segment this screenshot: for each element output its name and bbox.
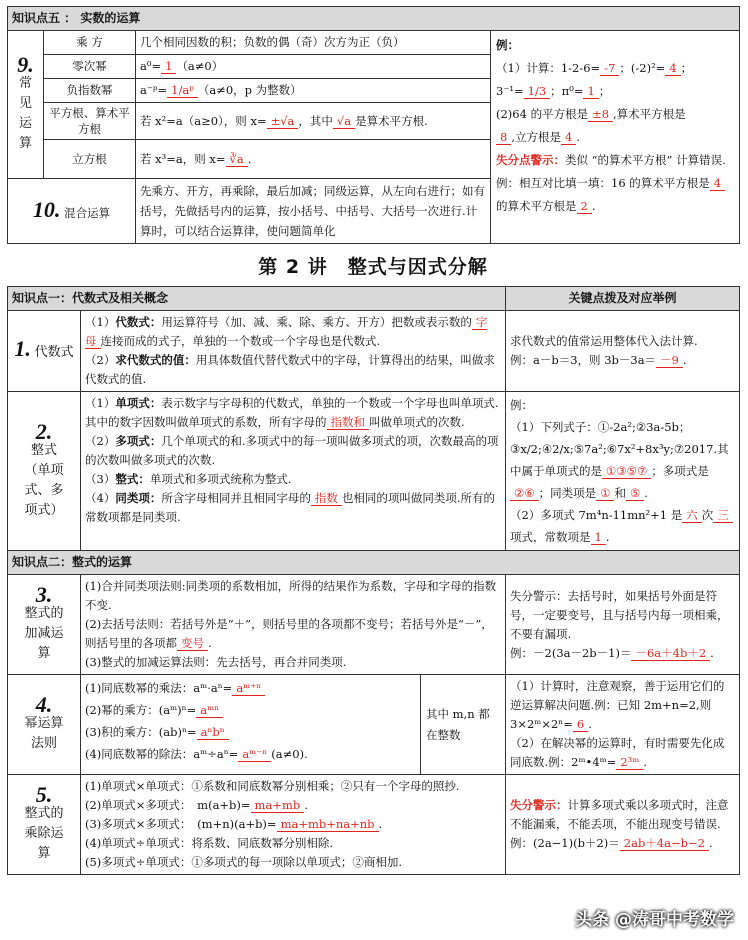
r1-item-1 bbox=[85, 313, 501, 351]
answer: ②⑥ bbox=[510, 486, 539, 501]
r3-item-2 bbox=[85, 615, 501, 653]
r4-item-1 bbox=[85, 677, 416, 699]
answer: 字母 bbox=[85, 315, 488, 348]
text: 计算多项式乘以多项式时，注意不能漏乘，不能丢项，不能出现变号错误. bbox=[510, 798, 729, 831]
r4-item-4 bbox=[85, 743, 416, 765]
r5-label bbox=[8, 775, 81, 875]
row-text bbox=[136, 140, 491, 179]
term: 求代数式的值： bbox=[115, 353, 196, 367]
answer: 4 bbox=[665, 61, 680, 76]
warning bbox=[496, 149, 734, 218]
text: (2)去括号法则：若括号外是“＋”，则括号里的各项都不变号；若括号外是“－”，则括号里的各项都 bbox=[85, 617, 493, 650]
answer: 4 bbox=[561, 130, 576, 145]
r2-number: 2. bbox=[35, 418, 53, 444]
k10-number: 10. bbox=[32, 196, 61, 222]
text: (3)多项式×多项式： (m+n)(a+b)= bbox=[85, 817, 277, 831]
answer: ma+mb+na+nb bbox=[277, 817, 379, 832]
answer: aᵐⁿ bbox=[196, 703, 223, 718]
text: (1)同底数幂的乘法：aᵐ·aⁿ= bbox=[85, 681, 233, 695]
r5-item-4: (4)单项式÷单项式：将系数、同底数幂分别相除. bbox=[85, 836, 334, 850]
answer: 1/3 bbox=[524, 84, 551, 99]
r2-example-2 bbox=[510, 504, 735, 548]
section-header-2: 知识点二：整式的运算 bbox=[8, 551, 740, 575]
answer: ±8 bbox=[588, 107, 613, 122]
r3-example bbox=[510, 644, 735, 663]
r4-number: 4. bbox=[35, 692, 53, 717]
r2-item-2 bbox=[85, 432, 501, 470]
answer: aᵐ⁺ⁿ bbox=[232, 681, 265, 696]
text: 例： bbox=[510, 398, 534, 412]
r4-mid: 其中 m,n 都在整数 bbox=[421, 675, 506, 775]
text: 若 x²=a（a≥0），则 x= bbox=[140, 113, 267, 128]
text: a⁻ᵖ= bbox=[140, 83, 168, 97]
k10-cell bbox=[8, 179, 136, 244]
row-name: 乘 方 bbox=[44, 31, 136, 55]
warning-label: 失分警示： bbox=[510, 798, 568, 812]
text: . bbox=[304, 798, 308, 812]
row-text bbox=[136, 79, 491, 103]
text: （1）下列式子：①-2a²;②3a-5b；③x/2;④2/x;⑤7a²;⑥7x²+8x³y;⑦2017.其中属于单项式的是 bbox=[510, 420, 729, 478]
example-line-4 bbox=[496, 126, 734, 149]
text: . bbox=[644, 486, 648, 500]
r5-right bbox=[506, 775, 740, 875]
text: 若 x³=a，则 x= bbox=[140, 151, 226, 166]
text: 是算术平方根. bbox=[355, 113, 428, 128]
r2-content bbox=[81, 392, 506, 551]
answer: 6 bbox=[573, 717, 588, 732]
r4-content bbox=[81, 675, 421, 775]
example-cell bbox=[491, 31, 740, 244]
text: 单项式和多项式统称为整式. bbox=[149, 472, 292, 486]
r4-item-3 bbox=[85, 721, 416, 743]
r3-item-1: (1)合并同类项法则:同类项的系数相加，所得的结果作为系数，字母和字母的指数不变. bbox=[85, 579, 497, 612]
text: 3⁻¹= bbox=[496, 84, 524, 98]
text: . bbox=[710, 645, 714, 660]
example-line-2 bbox=[496, 80, 734, 103]
chapter-title: 第 2 讲 整式与因式分解 bbox=[258, 256, 488, 278]
text: . bbox=[591, 199, 596, 213]
answer: 1 bbox=[583, 84, 598, 99]
answer: aⁿbⁿ bbox=[197, 725, 229, 740]
text: （1）计算时，注意观察，善于运用它们的逆运算解决问题.例：已知 2m+n=2,则 3×2ᵐ×2ⁿ= bbox=[510, 679, 725, 731]
answer: 1/aᵖ bbox=[167, 83, 198, 98]
text: （2） bbox=[85, 353, 116, 367]
answer: ±√a bbox=[267, 114, 299, 129]
text: ，其中 bbox=[298, 113, 333, 128]
answer: 指数和 bbox=[327, 415, 370, 430]
k9-label: 常见运算 bbox=[18, 76, 32, 151]
page bbox=[7, 6, 739, 875]
text: （1）计算：1-2-6= bbox=[496, 61, 601, 75]
r4-example-1 bbox=[510, 677, 735, 734]
text: . bbox=[208, 636, 212, 650]
text: 例：－2(3a－2b－1)＝ bbox=[510, 645, 632, 660]
r4-label bbox=[8, 675, 81, 775]
r5-warning bbox=[510, 796, 735, 834]
text: ； bbox=[598, 84, 611, 98]
r3-content bbox=[81, 575, 506, 675]
answer: 变号 bbox=[177, 636, 208, 651]
warning-label: 失分点警示： bbox=[496, 153, 565, 167]
r1-name: 代数式 bbox=[34, 345, 74, 360]
text: （3） bbox=[85, 472, 116, 486]
answer: ①③⑤⑦ bbox=[602, 464, 651, 479]
example-line-3 bbox=[496, 103, 734, 126]
text: ；同类项是 bbox=[538, 486, 597, 500]
text: ,算术平方根是 bbox=[613, 107, 686, 121]
answer: －6a＋4b＋2 bbox=[631, 646, 710, 661]
r4-item-2 bbox=[85, 699, 416, 721]
text: 例：(2a−1)(b＋2)＝ bbox=[510, 836, 620, 850]
text: 叫做单项式的次数. bbox=[369, 415, 465, 429]
answer: 2³ᵐ bbox=[616, 755, 643, 770]
example-label: 例： bbox=[496, 38, 519, 52]
text: 用具体数值代替代数式中的字母，计算得出的结果，叫做求代数式的值. bbox=[85, 353, 495, 386]
watermark: 头条 @涛哥中考数学 bbox=[575, 910, 734, 930]
answer: -7 bbox=[600, 61, 619, 76]
text: . bbox=[605, 530, 610, 544]
row-name: 立方根 bbox=[44, 140, 136, 179]
r3-number: 3. bbox=[35, 582, 53, 607]
answer: 1 bbox=[161, 59, 176, 74]
k9-number: 9. bbox=[17, 52, 34, 77]
answer: √a bbox=[333, 114, 355, 129]
text: (a≠0). bbox=[271, 747, 308, 761]
row-text bbox=[136, 55, 491, 79]
text: ；(-2)²= bbox=[619, 61, 666, 75]
r5-item-1: (1)单项式×单项式：①系数和同底数幂分别相乘；②只有一个字母的照抄. bbox=[85, 779, 460, 793]
r2-item-1 bbox=[85, 394, 501, 432]
r5-number: 5. bbox=[35, 782, 53, 807]
answer: 4 bbox=[710, 176, 725, 191]
row-name: 负指数幂 bbox=[44, 79, 136, 103]
answer: ⑤ bbox=[626, 486, 644, 501]
r1-label bbox=[8, 311, 81, 392]
text: ； bbox=[680, 61, 693, 75]
r2-example-1 bbox=[510, 416, 735, 504]
r5-item-5: (5)多项式÷单项式：①多项式的每一项除以单项式；②商相加. bbox=[85, 855, 403, 869]
answer: 三 bbox=[713, 508, 733, 523]
term: 整式： bbox=[115, 472, 150, 486]
r3-label bbox=[8, 575, 81, 675]
r4-example-2 bbox=[510, 734, 735, 772]
term: 多项式： bbox=[115, 434, 162, 448]
r2-name: 整式（单项式、多项式） bbox=[24, 442, 64, 518]
text: 例：a－b＝3，则 3b－3a＝ bbox=[510, 353, 657, 367]
row-text: 几个相同因数的积；负数的偶（奇）次方为正（负） bbox=[136, 31, 491, 55]
section-header-right: 关键点拨及对应举例 bbox=[506, 287, 740, 311]
text: （2）在解决幂的运算时，有时需要先化成同底数.例：2ᵐ•4ᵐ= bbox=[510, 736, 725, 769]
k9-cell bbox=[8, 31, 44, 179]
r5-name: 整式的乘除运算 bbox=[24, 806, 64, 861]
text: . bbox=[576, 130, 580, 144]
term: 同类项： bbox=[115, 491, 162, 505]
text: ；多项式是 bbox=[651, 464, 709, 478]
text: 所含字母相同并且相同字母的 bbox=[161, 491, 311, 505]
r3-right bbox=[506, 575, 740, 675]
r4-right bbox=[506, 675, 740, 775]
text: . bbox=[708, 836, 713, 850]
row-name: 零次幂 bbox=[44, 55, 136, 79]
r1-content bbox=[81, 311, 506, 392]
text: 用运算符号（加、减、乘、除、乘方、开方）把数或表示数的 bbox=[161, 315, 472, 329]
text: . bbox=[588, 717, 592, 731]
text: (2)单项式×多项式： m(a+b)= bbox=[85, 798, 251, 812]
text: 失分警示：去括号时，如果括号外面是符号，一定要变号，且与括号内每一项相乘，不要有漏项. bbox=[510, 588, 729, 641]
text: （1） bbox=[85, 315, 116, 329]
text: 连接而成的式子，单独的一个数或一个字母也是代数式. bbox=[100, 334, 381, 348]
text: 求代数式的值常运用整体代入法计算. bbox=[510, 334, 698, 348]
r4-name: 幂运算法则 bbox=[24, 716, 64, 751]
answer: ma+mb bbox=[251, 798, 305, 813]
r5-example bbox=[510, 834, 735, 853]
answer: aᵐ⁻ⁿ bbox=[238, 747, 271, 762]
text: . bbox=[643, 755, 647, 769]
text: (3)积的乘方：(ab)ⁿ= bbox=[85, 725, 197, 739]
k10-text: 先乘方、开方，再乘除，最后加减；同级运算，从左向右进行；如有括号，先做括号内的运算，按小括号、中括号、大括号一次进行.计算时，可以结合运算律，使问题简单化 bbox=[136, 179, 491, 244]
answer: －9 bbox=[656, 353, 683, 368]
section-header: 知识点五 ： 实数的运算 bbox=[8, 7, 740, 31]
text: . bbox=[247, 151, 252, 166]
text: （2） bbox=[85, 434, 116, 448]
r5-content bbox=[81, 775, 506, 875]
r1-right bbox=[506, 311, 740, 392]
text: （2）多项式 7m⁴n-11mn²+1 是 bbox=[510, 508, 683, 522]
row-text bbox=[136, 103, 491, 140]
answer: 2 bbox=[577, 199, 592, 214]
text: ,立方根是 bbox=[511, 130, 561, 144]
r2-item-4 bbox=[85, 489, 501, 527]
r2-item-3 bbox=[85, 470, 501, 489]
answer: 1 bbox=[591, 530, 606, 545]
text: ；π⁰= bbox=[550, 84, 584, 98]
example-line-1 bbox=[496, 57, 734, 80]
text: （a≠0，p 为整数） bbox=[197, 83, 302, 97]
r1-example bbox=[510, 351, 735, 370]
r2-right bbox=[506, 392, 740, 551]
answer: 六 bbox=[682, 508, 702, 523]
text: (4)同底数幂的除法：aᵐ÷aⁿ= bbox=[85, 747, 239, 761]
r3-item-3: (3)整式的加减运算法则：先去括号，再合并同类项. bbox=[85, 655, 347, 669]
r2-label bbox=[8, 392, 81, 551]
text: (2)幂的乘方：(aᵐ)ⁿ= bbox=[85, 703, 197, 717]
text: （4） bbox=[85, 491, 116, 505]
text: 表示数字与字母积的代数式，单独的一个数或一个字母也叫单项式.其中的数字因数叫做单项式的系数，所有字母的 bbox=[85, 396, 499, 429]
r1-number: 1. bbox=[14, 336, 31, 361]
k10-label: 混合运算 bbox=[64, 205, 111, 220]
term: 代数式： bbox=[115, 315, 162, 329]
real-number-table bbox=[7, 6, 740, 244]
text: 项式，常数项是 bbox=[510, 530, 591, 544]
text: 次 bbox=[701, 508, 714, 522]
text: (2)64 的平方根是 bbox=[496, 107, 589, 121]
r3-name: 整式的加减运算 bbox=[24, 606, 64, 661]
answer: ① bbox=[596, 486, 614, 501]
term: 单项式： bbox=[115, 396, 162, 410]
text: 类似 “的算术平方根” 计算错误. 例：相互对比填一填：16 的算术平方根是 bbox=[496, 153, 726, 190]
text: 也相同的项叫做同类项.所有的常数项都是同类项. bbox=[85, 491, 495, 524]
answer: 指数 bbox=[311, 491, 342, 506]
r1-item-2 bbox=[85, 351, 501, 389]
answer: 2ab＋4a−b−2 bbox=[620, 836, 709, 851]
r5-item-3 bbox=[85, 815, 501, 834]
text: （a≠0） bbox=[176, 59, 224, 73]
text: 几个单项式的和.多项式中的每一项叫做多项式的项，次数最高的项的次数叫做多项式的次数. bbox=[85, 434, 499, 467]
section-header: 知识点一：代数式及相关概念 bbox=[8, 287, 506, 311]
text: . bbox=[682, 353, 687, 367]
answer: ∛a bbox=[226, 152, 248, 167]
r5-item-2 bbox=[85, 796, 501, 815]
row-name: 平方根、算术平方根 bbox=[44, 103, 136, 140]
polynomial-table bbox=[7, 286, 740, 875]
text: . bbox=[378, 817, 383, 831]
text: a⁰= bbox=[140, 59, 162, 73]
text: 的算术平方根是 bbox=[496, 199, 577, 213]
text: 和 bbox=[614, 486, 626, 500]
answer: 8 bbox=[496, 130, 511, 145]
text: （1） bbox=[85, 396, 116, 410]
